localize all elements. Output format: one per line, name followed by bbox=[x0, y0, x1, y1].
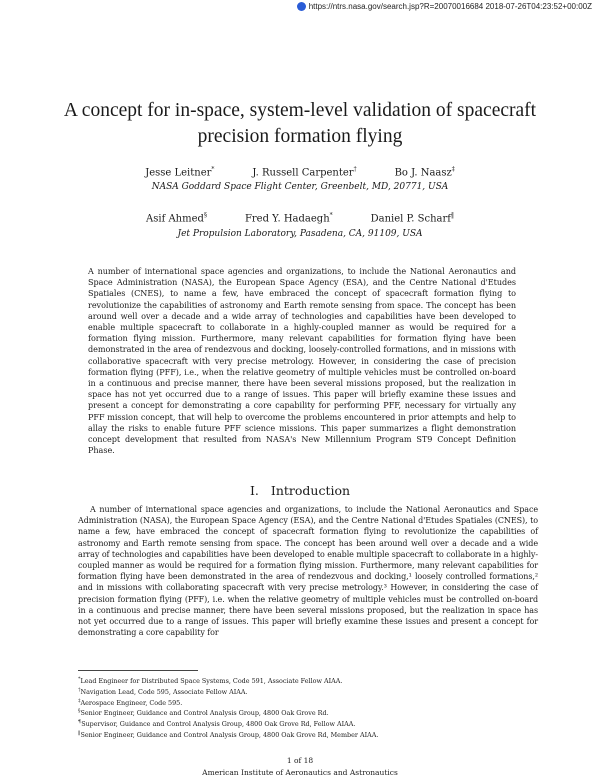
introduction-paragraph: A number of international space agencies and organizations, to include the National Aeronautics and Space Administration (NASA), the European Space Agency (ESA), and the Centre National d'Etudes Spatiales (CNES), to name a few, have embraced the concept of spacecraft formation flying to revolutionize the capabilities of astronomy and Earth remote sensing from space. The concept has been around well over a decade and a wide array of technologies and capabilities have been developed to enable multiple spacecraft to collaborate in a highly-coupled manner as would be required for a formation flying mission. Furthermore, many relevant capabilities for formation flying have been demonstrated in the area of rendezvous and docking,¹ loosely controlled formations,² and in missions with collaborating spacecraft with very precise metrology.³ However, in considering the case of precision formation flying (PFF), i.e. when the relative geometry of multiple vehicles must be controlled on-board in a continuous and precise manner, there have been several missions proposed, but the realization in space has not yet occurred due to a range of issues. This paper will briefly examine these issues and present a concept for demonstrating a core capability for bbox=[78, 505, 538, 638]
author: Asif Ahmed§ bbox=[146, 212, 207, 225]
section-number: I. bbox=[249, 483, 259, 498]
author: Jesse Leitner* bbox=[145, 166, 215, 179]
authors-row-2 bbox=[40, 212, 560, 224]
author: Fred Y. Hadaegh* bbox=[244, 212, 333, 225]
source-url[interactable] bbox=[297, 2, 592, 11]
source-url-text: https://ntrs.nasa.gov/search.jsp?R=20070016684 2018-07-26T04:23:52+00:00Z bbox=[308, 2, 592, 11]
page-number: 1 of 18 bbox=[286, 756, 314, 765]
footnote: *Lead Engineer for Distributed Space Systems, Code 591, Associate Fellow AIAA. bbox=[78, 676, 343, 686]
footnote-divider bbox=[78, 670, 198, 671]
footnote: ‡Aerospace Engineer, Code 595. bbox=[78, 697, 183, 707]
page-footer: American Institute of Aeronautics and Astronautics bbox=[202, 768, 398, 777]
section-title: Introduction bbox=[270, 483, 351, 498]
author: Bo J. Naasz‡ bbox=[394, 166, 455, 179]
footnote: ‖Senior Engineer, Guidance and Control Analysis Group, 4800 Oak Grove Rd, Member AIAA. bbox=[78, 730, 379, 740]
paper-title: A concept for in-space, system-level validation of spacecraft precision formation flying bbox=[63, 100, 537, 147]
author: J. Russell Carpenter† bbox=[252, 166, 357, 179]
footnotes bbox=[78, 675, 538, 740]
footnote: ¶Supervisor, Guidance and Control Analysis Group, 4800 Oak Grove Rd, Fellow AIAA. bbox=[78, 719, 356, 729]
link-icon bbox=[297, 2, 306, 11]
footnote: §Senior Engineer, Guidance and Control Analysis Group, 4800 Oak Grove Rd. bbox=[78, 708, 329, 718]
affiliation-jpl: Jet Propulsion Laboratory, Pasadena, CA, 91109, USA bbox=[177, 229, 423, 239]
footnote: †Navigation Lead, Code 595, Associate Fellow AIAA. bbox=[78, 686, 248, 696]
section-heading bbox=[40, 483, 560, 498]
abstract: A number of international space agencies and organizations, to include the National Aeronautics and Space Administration (NASA), the European Space Agency (ESA), and the Centre National d'Etudes Spatiales (CNES), to name a few, have embraced the concept of spacecraft formation flying to revolutionize the capabilities of astronomy and Earth remote sensing from space. The concept has been around well over a decade and a wide array of technologies and capabilities have been developed to enable multiple spacecraft to collaborate in a highly-coupled manner as would be required for a formation flying mission. Furthermore, many relevant capabilities for formation flying have been demonstrated in the area of rendezvous and docking, loosely-controlled formations, and in missions with collaborative spacecraft with very precise metrology. However, in considering the case of precision formation flying (PFF), i.e., when the relative geometry of multiple vehicles must be controlled on-board in a continuous and precise manner, there have been several missions proposed, but the realization in space has not yet occurred due to a range of issues. This paper will briefly examine these issues and present a concept for demonstrating a core capability for performing PFF, necessary for virtually any PFF mission concept, that will help to overcome the problems encountered in prior attempts and help to allay the risks to enable future PFF science missions. This paper summarizes a flight demonstration concept development that resulted from NASA's New Millennium Program ST9 Concept Definition Phase. bbox=[88, 266, 516, 456]
authors-row-1 bbox=[40, 166, 560, 178]
author: Daniel P. Scharf‖ bbox=[370, 212, 454, 225]
affiliation-goddard: NASA Goddard Space Flight Center, Greenbelt, MD, 20771, USA bbox=[151, 182, 449, 192]
